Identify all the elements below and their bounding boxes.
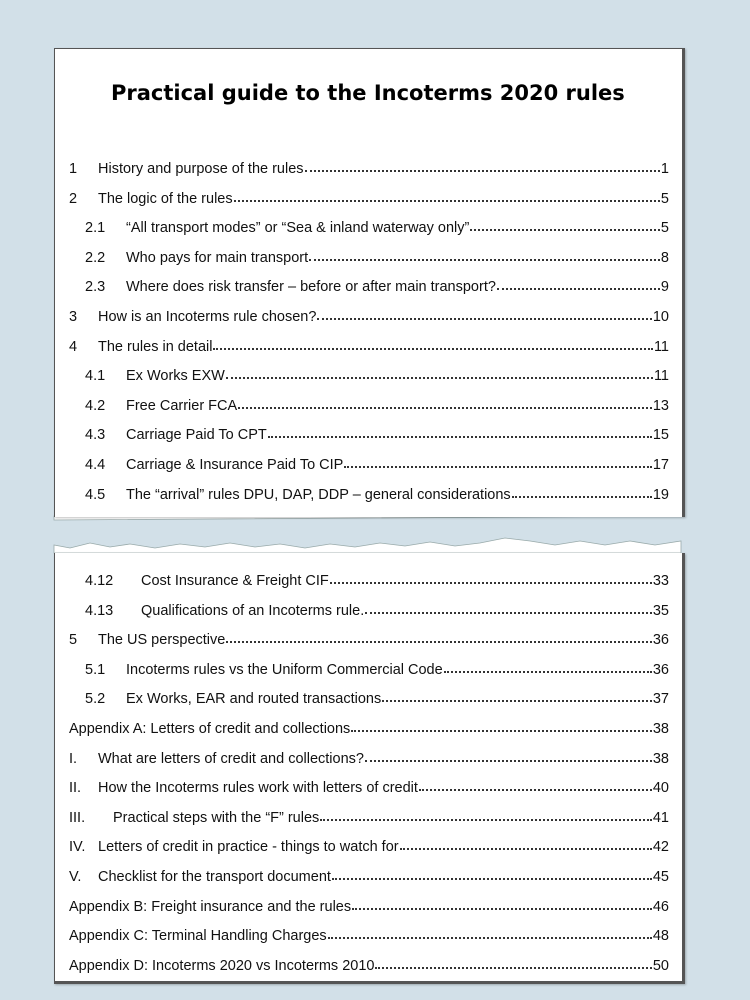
toc-entry-page-number: 36 (652, 632, 669, 649)
toc-entry-page-number: 1 (660, 161, 669, 177)
dot-leader (512, 484, 652, 498)
toc-entry-title: Practical steps with the “F” rules (113, 809, 320, 826)
dot-leader (328, 925, 652, 939)
toc-entry[interactable] (85, 571, 669, 593)
dot-leader (365, 748, 652, 762)
dot-leader (305, 158, 660, 172)
toc-entry-title: “All transport modes” or “Sea & inland waterway only” (126, 220, 470, 237)
toc-entry-number: 2.3 (85, 279, 106, 296)
toc-entry[interactable] (85, 689, 669, 711)
toc-entry-page-number: 41 (652, 809, 669, 826)
toc-entry-number: I. (69, 750, 78, 767)
toc-entry-title: Appendix A: Letters of credit and collections (69, 721, 351, 737)
toc-entry[interactable] (69, 630, 669, 652)
toc-entry[interactable] (69, 189, 669, 211)
toc-entry[interactable] (69, 956, 669, 978)
dot-leader (375, 955, 651, 969)
toc-entry-page-number: 50 (652, 957, 669, 974)
dot-leader (400, 836, 652, 850)
toc-entry-title: Carriage Paid To CPT (126, 427, 267, 444)
toc-entry[interactable] (85, 277, 669, 299)
toc-entry-page-number: 10 (652, 309, 669, 325)
toc-entry[interactable] (69, 337, 669, 359)
toc-entry-number: 4.12 (85, 573, 114, 589)
toc-entry-page-number: 38 (652, 721, 669, 737)
toc-entry-title: Carriage & Insurance Paid To CIP (126, 457, 344, 473)
dot-leader (419, 777, 652, 791)
toc-entry-title: Checklist for the transport document (98, 869, 331, 885)
toc-entry[interactable] (85, 455, 669, 477)
toc-entry-title: Who pays for main transport (126, 249, 309, 266)
toc-entry-title: How the Incoterms rules work with letters of credit (98, 780, 418, 797)
toc-entry-number: III. (69, 809, 86, 826)
toc-entry-page-number: 19 (652, 486, 669, 503)
dot-leader (351, 718, 652, 732)
toc-entry-title: Letters of credit in practice - things to watch for (98, 839, 399, 856)
toc-entry-number: 4.4 (85, 457, 106, 473)
torn-edge-lower (54, 538, 681, 553)
toc-entry-number: 5.2 (85, 691, 106, 708)
toc-entry[interactable] (69, 926, 669, 948)
toc-entry-number: IV. (69, 839, 86, 856)
toc-entry-title: The “arrival” rules DPU, DAP, DDP – general considerations (126, 486, 511, 503)
toc-entry-page-number: 8 (660, 249, 669, 266)
toc-entry-title: Ex Works EXW (126, 368, 225, 385)
document-page-bottom (54, 553, 685, 984)
toc-entry[interactable] (69, 749, 669, 771)
dot-leader (497, 276, 660, 290)
toc-entry[interactable] (85, 248, 669, 270)
toc-entry[interactable] (69, 867, 669, 889)
toc-entry-page-number: 33 (652, 573, 669, 589)
toc-entry[interactable] (69, 778, 669, 800)
toc-entry-number: 1 (69, 161, 78, 177)
toc-entry-page-number: 45 (652, 869, 669, 885)
dot-leader (226, 365, 653, 379)
dot-leader (234, 188, 660, 202)
toc-entry-number: V. (69, 869, 82, 885)
dot-leader (332, 866, 652, 880)
toc-entry-number: 4.5 (85, 486, 106, 503)
dot-leader (352, 896, 652, 910)
toc-entry[interactable] (69, 897, 669, 919)
dot-leader (344, 454, 652, 468)
toc-entry-page-number: 38 (652, 750, 669, 767)
toc-entry[interactable] (69, 307, 669, 329)
dot-leader (317, 306, 651, 320)
dot-leader (444, 659, 652, 673)
dot-leader (365, 600, 652, 614)
dot-leader (330, 570, 652, 584)
toc-entry-number: 4.2 (85, 397, 106, 414)
toc-entry-title: The US perspective (98, 632, 226, 649)
toc-entry-number: 2.2 (85, 249, 106, 266)
toc-entry-page-number: 35 (652, 602, 669, 619)
toc-entry-page-number: 5 (660, 190, 669, 207)
toc-entry[interactable] (85, 396, 669, 418)
toc-entry[interactable] (85, 601, 669, 623)
toc-entry-number: 4.13 (85, 602, 114, 619)
dot-leader (213, 336, 652, 350)
dot-leader (320, 807, 652, 821)
toc-entry-page-number: 42 (652, 839, 669, 856)
toc-entry-title: Free Carrier FCA (126, 397, 238, 414)
toc-entry-number: II. (69, 780, 82, 797)
toc-entry-page-number: 40 (652, 780, 669, 797)
toc-entry-page-number: 48 (652, 928, 669, 945)
toc-entry-page-number: 11 (653, 368, 669, 385)
toc-entry-number: 4 (69, 338, 78, 355)
dot-leader (470, 217, 660, 231)
toc-entry-page-number: 17 (652, 457, 669, 473)
dot-leader (238, 395, 652, 409)
toc-entry[interactable] (69, 837, 669, 859)
toc-entry-number: 4.1 (85, 368, 106, 385)
dot-leader (382, 688, 652, 702)
toc-entry[interactable] (85, 485, 669, 507)
document-page-top (54, 48, 685, 517)
dot-leader (226, 629, 652, 643)
toc-entry-page-number: 36 (652, 661, 669, 678)
toc-entry-title: Qualifications of an Incoterms rule. (141, 602, 365, 619)
toc-entry-page-number: 11 (653, 338, 669, 355)
toc-entry-number: 3 (69, 309, 78, 325)
toc-entry-title: Appendix B: Freight insurance and the rules (69, 898, 352, 915)
document-title: Practical guide to the Incoterms 2020 rules (111, 81, 625, 105)
toc-entry[interactable] (69, 808, 669, 830)
toc-entry-title: What are letters of credit and collections? (98, 750, 364, 767)
toc-entry-page-number: 9 (660, 279, 669, 296)
toc-entry-page-number: 5 (660, 220, 669, 237)
toc-entry-number: 5.1 (85, 661, 106, 678)
toc-entry[interactable] (85, 660, 669, 682)
toc-entry-page-number: 46 (652, 898, 669, 915)
toc-entry[interactable] (69, 719, 669, 741)
toc-entry-title: The rules in detail (98, 338, 213, 355)
toc-entry-title: History and purpose of the rules (98, 161, 304, 177)
toc-entry[interactable] (85, 425, 669, 447)
dot-leader (268, 424, 652, 438)
toc-entry-number: 4.3 (85, 427, 106, 444)
toc-entry-title: Appendix C: Terminal Handling Charges (69, 928, 327, 945)
toc-entry-number: 2.1 (85, 220, 106, 237)
toc-entry[interactable] (85, 218, 669, 240)
toc-entry-title: Appendix D: Incoterms 2020 vs Incoterms 2010 (69, 957, 375, 974)
toc-entry-title: The logic of the rules (98, 190, 233, 207)
toc-entry[interactable] (69, 159, 669, 181)
toc-entry-page-number: 13 (652, 397, 669, 414)
dot-leader (309, 247, 660, 261)
toc-entry[interactable] (85, 366, 669, 388)
toc-entry-page-number: 37 (652, 691, 669, 708)
toc-entry-title: Ex Works, EAR and routed transactions (126, 691, 382, 708)
toc-entry-page-number: 15 (652, 427, 669, 444)
toc-entry-title: Where does risk transfer – before or after main transport? (126, 279, 496, 296)
toc-entry-title: Cost Insurance & Freight CIF (141, 573, 329, 589)
toc-entry-number: 5 (69, 632, 78, 649)
toc-entry-number: 2 (69, 190, 78, 207)
toc-entry-title: Incoterms rules vs the Uniform Commercial Code (126, 661, 443, 678)
toc-entry-title: How is an Incoterms rule chosen? (98, 309, 317, 325)
